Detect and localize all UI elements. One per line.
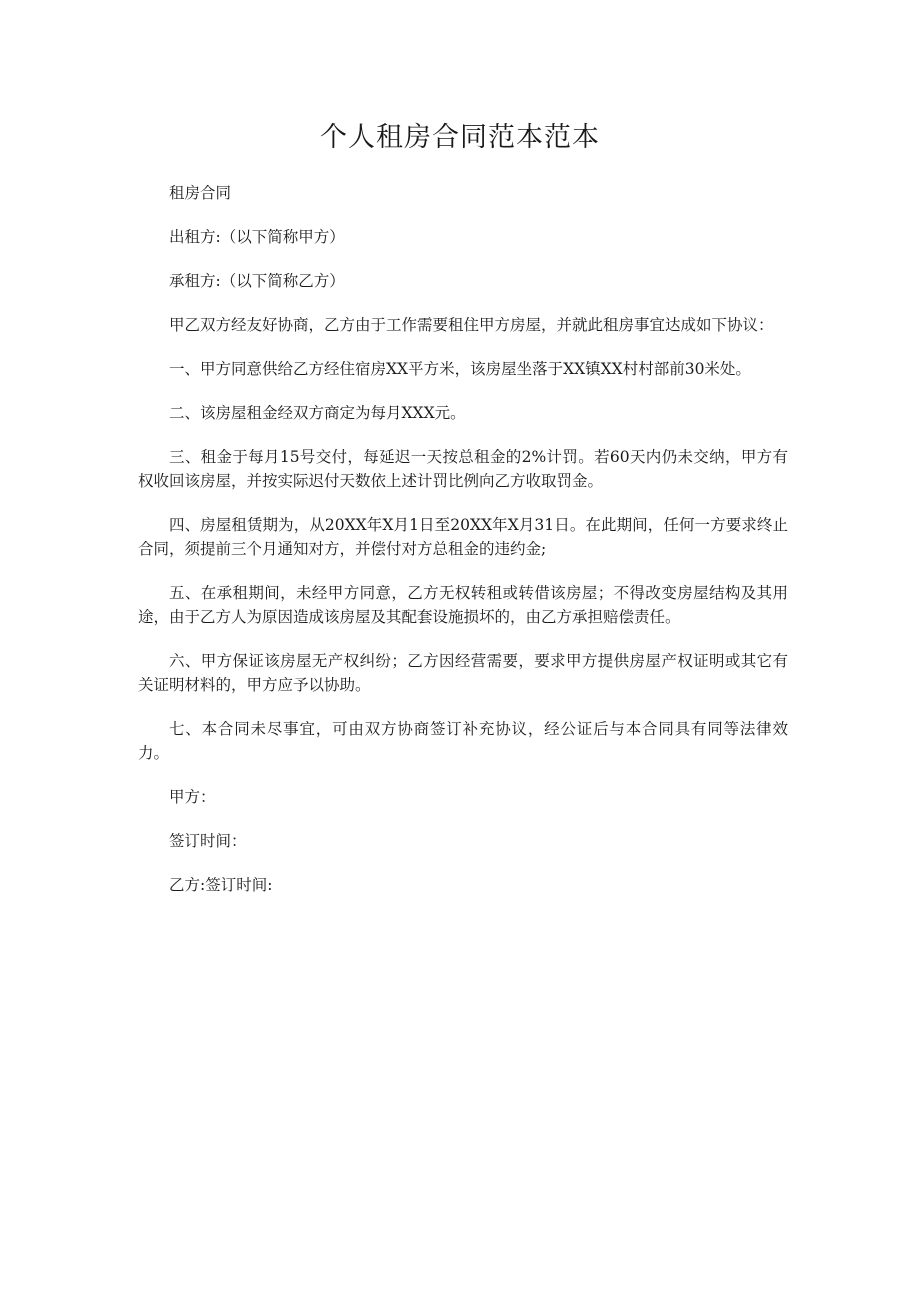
clause-1: 一、甲方同意供给乙方经住宿房XX平方米，该房屋坐落于XX镇XX村村部前30米处。 (169, 360, 751, 378)
clause-4: 四、房屋租赁期为，从20XX年X月1日至20XX年X月31日。在此期间，任何一方要求终止合同，须提前三个月通知对方，并偿付对方总租金的违约金; (138, 516, 788, 558)
agreement-intro: 甲乙双方经友好协商，乙方由于工作需要租住甲方房屋，并就此租房事宜达成如下协议： (169, 316, 774, 334)
contract-heading: 租房合同 (169, 184, 232, 202)
document-body (138, 181, 788, 917)
clause-6: 六、甲方保证该房屋无产权纠纷；乙方因经营需要，要求甲方提供房屋产权证明或其它有关证明材料的，甲方应予以协助。 (138, 652, 788, 694)
lessor-line: 出租方:（以下简称甲方） (169, 228, 345, 246)
lessee-line: 承租方:（以下简称乙方） (169, 272, 345, 290)
party-b-signing-line: 乙方:签订时间: (169, 876, 273, 894)
signing-date-line: 签订时间： (169, 832, 247, 850)
party-a-signature-line: 甲方： (169, 788, 216, 806)
clause-3: 三、租金于每月15号交付，每延迟一天按总租金的2%计罚。若60天内仍未交纳，甲方有权收回该房屋，并按实际迟付天数依上述计罚比例向乙方收取罚金。 (138, 448, 788, 490)
clause-2: 二、该房屋租金经双方商定为每月XXX元。 (169, 404, 466, 422)
document-title: 个人租房合同范本范本 (320, 122, 600, 153)
clause-7: 七、本合同未尽事宜，可由双方协商签订补充协议，经公证后与本合同具有同等法律效力。 (138, 720, 788, 762)
clause-5: 五、在承租期间，未经甲方同意，乙方无权转租或转借该房屋；不得改变房屋结构及其用途，由于乙方人为原因造成该房屋及其配套设施损坏的，由乙方承担赔偿责任。 (138, 584, 788, 626)
